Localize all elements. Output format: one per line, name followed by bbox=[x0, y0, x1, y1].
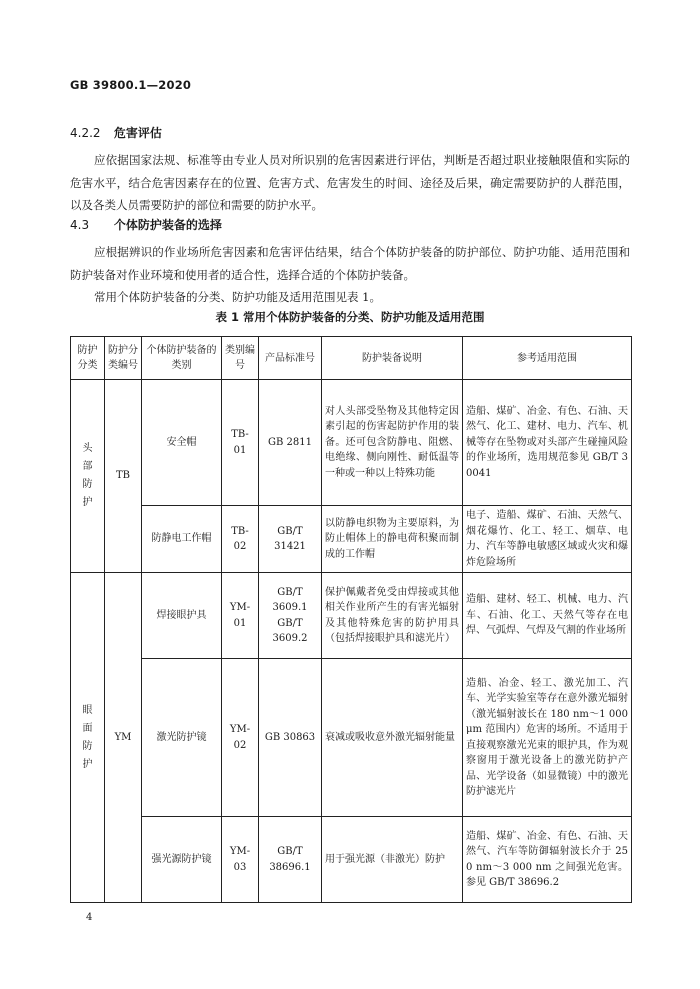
header-cell: 防护分类编号 bbox=[105, 337, 142, 380]
product-standard: GB/T 38696.1 bbox=[259, 817, 322, 903]
item-code: TB-02 bbox=[222, 506, 259, 573]
section-heading bbox=[70, 124, 630, 141]
category-cell bbox=[71, 573, 105, 903]
table-row bbox=[71, 380, 632, 506]
table-row bbox=[71, 817, 632, 903]
equipment-name: 强光源防护镜 bbox=[142, 817, 222, 903]
category-label: 眼面防护 bbox=[82, 704, 93, 770]
product-standard: GB 2811 bbox=[259, 380, 322, 506]
table-caption: 表 1 常用个体防护装备的分类、防护功能及适用范围 bbox=[215, 310, 485, 324]
equipment-name: 防静电工作帽 bbox=[142, 506, 222, 573]
equipment-description: 对人头部受坠物及其他特定因素引起的伤害起防护作用的装备。还可包含防静电、阻燃、电绝缘、侧向刚性、耐低温等一种或一种以上特殊功能 bbox=[322, 380, 463, 506]
application-scope: 造船、煤矿、冶金、有色、石油、天然气、汽车等防御辐射波长介于 250 nm～3 000 nm 之间强光危害。参见 GB/T 38696.2 bbox=[463, 817, 632, 903]
table-row bbox=[71, 659, 632, 817]
equipment-name: 安全帽 bbox=[142, 380, 222, 506]
category-code-cell: TB bbox=[105, 380, 142, 573]
table-row bbox=[71, 573, 632, 659]
header-cell: 防护分类 bbox=[71, 337, 105, 380]
header-cell: 防护装备说明 bbox=[322, 337, 463, 380]
item-code: TB-01 bbox=[222, 380, 259, 506]
product-standard: GB/T 31421 bbox=[259, 506, 322, 573]
table-row bbox=[71, 506, 632, 573]
header-cell: 产品标准号 bbox=[259, 337, 322, 380]
item-code: YM-03 bbox=[222, 817, 259, 903]
header-cell: 类别编号 bbox=[222, 337, 259, 380]
section-4-3 bbox=[70, 216, 630, 309]
header-cell: 参考适用范围 bbox=[463, 337, 632, 380]
application-scope: 造船、煤矿、冶金、有色、石油、天然气、化工、建材、电力、汽车、机械等存在坠物或对头部产生碰撞风险的作业场所，选用规范参见 GB/T 30041 bbox=[463, 380, 632, 506]
equipment-description: 以防静电织物为主要原料，为防止帽体上的静电荷积聚而制成的工作帽 bbox=[322, 506, 463, 573]
product-standard: GB/T 3609.1 GB/T 3609.2 bbox=[259, 573, 322, 659]
category-cell bbox=[71, 380, 105, 573]
standard-number: GB 39800.1—2020 bbox=[70, 78, 192, 92]
section-paragraph: 应依据国家法规、标准等由专业人员对所识别的危害因素进行评估，判断是否超过职业接触限值和实际的危害水平，结合危害因素存在的位置、危害方式、危害发生的时间、途径及后果，确定需要防护的人群范围，以及各类人员需要防护的部位和需要的防护水平。 bbox=[70, 153, 630, 212]
application-scope: 造船、冶金、轻工、激光加工、汽车、光学实验室等存在意外激光辐射（激光辐射波长在 180 nm～1 000 μm 范围内）危害的场所。不适用于直接观察激光光束的眼护具，作为观察窗用于激光设备上的激光防护产品、光学设备（如显微镜）中的激光防护滤光片 bbox=[463, 659, 632, 817]
category-code-cell: YM bbox=[105, 573, 142, 903]
section-title: 危害评估 bbox=[113, 126, 162, 140]
section-heading bbox=[70, 216, 630, 233]
section-paragraph: 常用个体防护装备的分类、防护功能及适用范围见表 1。 bbox=[94, 290, 381, 304]
equipment-description: 保护佩戴者免受由焊接或其他相关作业所产生的有害光辐射及其他特殊危害的防护用具（包括焊接眼护具和滤光片） bbox=[322, 573, 463, 659]
application-scope: 电子、造船、煤矿、石油、天然气、烟花爆竹、化工、轻工、烟草、电力、汽车等静电敏感区域或火灾和爆炸危险场所 bbox=[463, 506, 632, 573]
section-number: 4.3 bbox=[70, 218, 90, 232]
section-paragraph: 应根据辨识的作业场所危害因素和危害评估结果，结合个体防护装备的防护部位、防护功能、适用范围和防护装备对作业环境和使用者的适合性，选择合适的个体防护装备。 bbox=[70, 245, 630, 282]
equipment-description: 用于强光源（非激光）防护 bbox=[322, 817, 463, 903]
equipment-table bbox=[70, 336, 632, 903]
section-4-2-2 bbox=[70, 124, 630, 217]
item-code: YM-02 bbox=[222, 659, 259, 817]
section-number: 4.2.2 bbox=[70, 126, 101, 140]
category-label: 头部防护 bbox=[82, 443, 93, 508]
section-title: 个体防护装备的选择 bbox=[113, 218, 222, 232]
item-code: YM-01 bbox=[222, 573, 259, 659]
table-header-row bbox=[71, 337, 632, 380]
page-number: 4 bbox=[86, 912, 93, 923]
application-scope: 造船、建材、轻工、机械、电力、汽车、石油、化工、天然气等存在电焊、气弧焊、气焊及气割的作业场所 bbox=[463, 573, 632, 659]
header-cell: 个体防护装备的类别 bbox=[142, 337, 222, 380]
equipment-name: 焊接眼护具 bbox=[142, 573, 222, 659]
equipment-description: 衰减或吸收意外激光辐射能量 bbox=[322, 659, 463, 817]
product-standard: GB 30863 bbox=[259, 659, 322, 817]
equipment-name: 激光防护镜 bbox=[142, 659, 222, 817]
